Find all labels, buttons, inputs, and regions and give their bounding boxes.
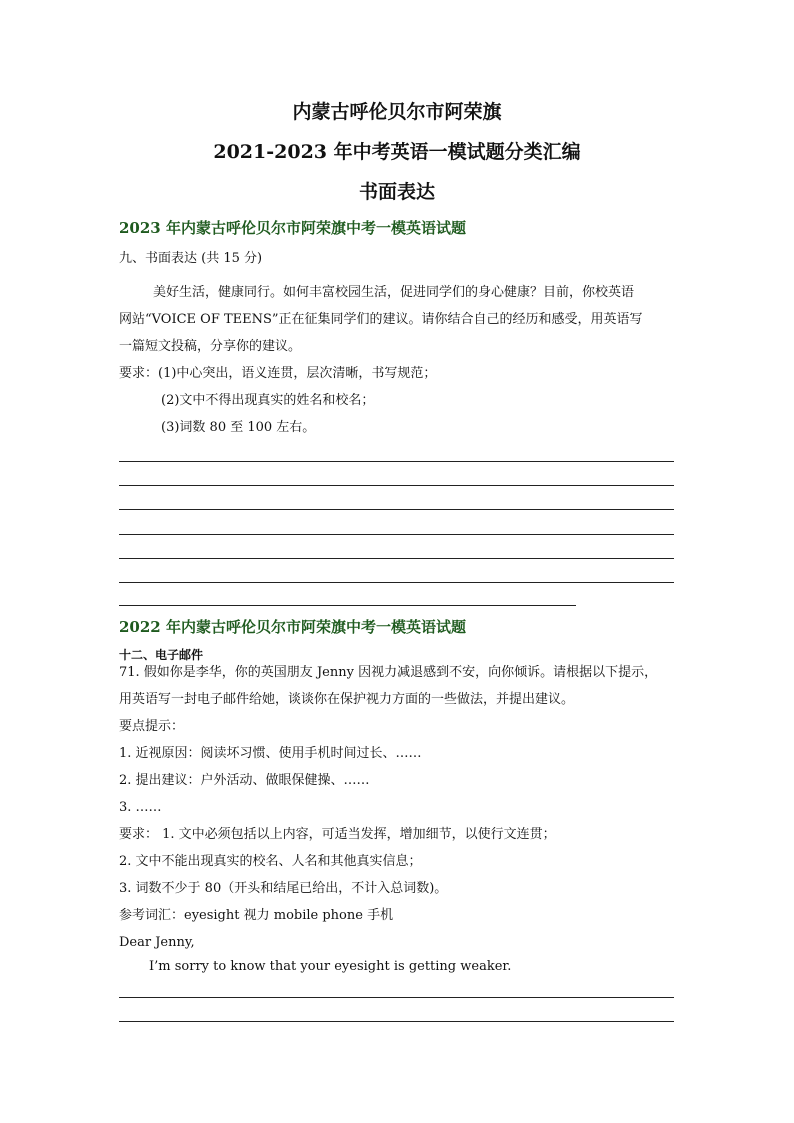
requirement-item: 3. 词数不少于 80（开头和结尾已给出，不计入总词数)。 bbox=[119, 881, 448, 896]
requirement-item: 要求： 1. 文中必须包括以上内容，可适当发挥，增加细节，以使行文连贯； bbox=[119, 827, 556, 842]
answer-line bbox=[119, 509, 674, 510]
document-title-region: 内蒙古呼伦贝尔市阿荣旗 bbox=[292, 101, 502, 123]
prompt-line: 71. 假如你是李华，你的英国朋友 Jenny 因视力减退感到不安，向你倾诉。请根据以下提示， bbox=[119, 665, 658, 680]
requirement-item: (3)词数 80 至 100 左右。 bbox=[161, 420, 316, 435]
section-heading-2022: 2022 年内蒙古呼伦贝尔市阿荣旗中考一模英语试题 bbox=[119, 618, 466, 636]
section-heading-2023: 2023 年内蒙古呼伦贝尔市阿荣旗中考一模英语试题 bbox=[119, 219, 466, 237]
question-label-12: 十二、电子邮件 bbox=[119, 648, 204, 662]
prompt-line: 用英语写一封电子邮件给她，谈谈你在保护视力方面的一些做法，并提出建议。 bbox=[119, 692, 575, 707]
letter-salutation: Dear Jenny, bbox=[119, 935, 195, 950]
question-label-9: 九、书面表达 (共 15 分) bbox=[119, 251, 263, 266]
answer-line bbox=[119, 605, 576, 606]
answer-line bbox=[119, 485, 674, 486]
answer-line bbox=[119, 461, 674, 462]
point-item: 1. 近视原因：阅读坏习惯、使用手机时间过长、…… bbox=[119, 746, 422, 761]
vocabulary-reference: 参考词汇：eyesight 视力 mobile phone 手机 bbox=[119, 908, 394, 923]
letter-opening: I’m sorry to know that your eyesight is getting weaker. bbox=[149, 959, 512, 974]
answer-line bbox=[119, 582, 674, 583]
answer-line bbox=[119, 534, 674, 535]
document-title-series: 2021-2023 年中考英语一模试题分类汇编 bbox=[213, 141, 581, 163]
point-item: 2. 提出建议：户外活动、做眼保健操、…… bbox=[119, 773, 370, 788]
requirement-item: (2)文中不得出现真实的姓名和校名； bbox=[161, 393, 375, 408]
requirement-item: 2. 文中不能出现真实的校名、人名和其他真实信息； bbox=[119, 854, 422, 869]
point-item: 3. …… bbox=[119, 800, 162, 815]
answer-line bbox=[119, 997, 674, 998]
answer-line bbox=[119, 1021, 674, 1022]
prompt-line: 网站“VOICE OF TEENS”正在征集同学们的建议。请你结合自己的经历和感受，用英语写 bbox=[119, 312, 643, 327]
prompt-line: 一篇短文投稿，分享你的建议。 bbox=[119, 339, 302, 354]
prompt-line: 美好生活，健康同行。如何丰富校园生活，促进同学们的身心健康？目前，你校英语 bbox=[153, 285, 635, 300]
document-title-topic: 书面表达 bbox=[358, 181, 435, 203]
requirement-item: 要求：(1)中心突出，语义连贯，层次清晰，书写规范； bbox=[119, 366, 437, 381]
points-label: 要点提示： bbox=[119, 719, 185, 734]
answer-line bbox=[119, 558, 674, 559]
